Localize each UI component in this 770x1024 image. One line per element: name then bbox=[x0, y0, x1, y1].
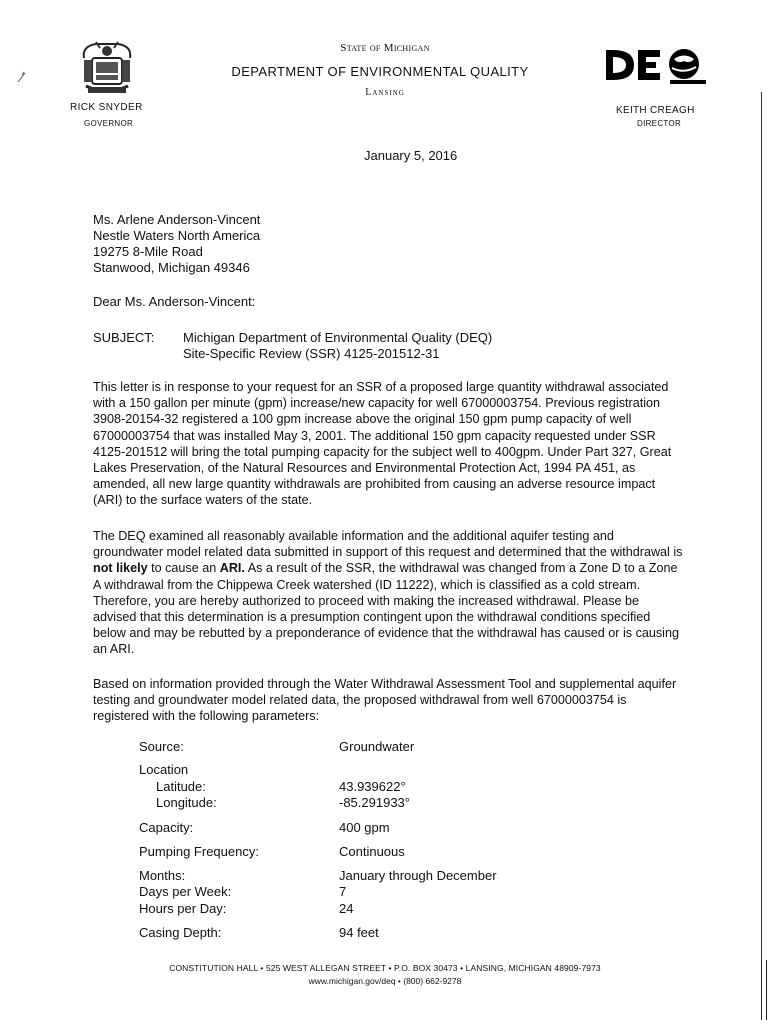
address-line: Stanwood, Michigan 49346 bbox=[93, 260, 250, 275]
address-line: Ms. Arlene Anderson-Vincent bbox=[93, 212, 261, 227]
paragraph-2-text: to cause an bbox=[147, 561, 220, 576]
address-line: 19275 8-Mile Road bbox=[93, 244, 203, 259]
subject-line: Michigan Department of Environmental Quality (DEQ) bbox=[183, 330, 493, 345]
paragraph-2 bbox=[93, 528, 683, 658]
param-value-latitude: 43.939622° bbox=[339, 779, 406, 794]
salutation: Dear Ms. Anderson-Vincent: bbox=[93, 294, 256, 309]
param-label-latitude: Latitude: bbox=[156, 779, 206, 794]
param-label-frequency: Pumping Frequency: bbox=[139, 844, 259, 859]
footer-address: CONSTITUTION HALL • 525 WEST ALLEGAN STREET • P.O. BOX 30473 • LANSING, MICHIGAN 48909-7973 bbox=[169, 963, 601, 973]
address-line: Nestle Waters North America bbox=[93, 228, 261, 243]
subject-text bbox=[183, 330, 492, 362]
department-title: DEPARTMENT OF ENVIRONMENTAL QUALITY bbox=[231, 64, 529, 79]
letter-date: January 5, 2016 bbox=[364, 148, 458, 163]
subject-label: SUBJECT: bbox=[93, 330, 155, 345]
param-label-longitude: Longitude: bbox=[156, 795, 217, 810]
param-value-casing: 94 feet bbox=[339, 925, 379, 940]
param-label-days: Days per Week: bbox=[139, 884, 232, 899]
state-title: State of Michigan bbox=[340, 42, 430, 54]
governor-name: RICK SNYDER bbox=[70, 102, 143, 113]
param-label-source: Source: bbox=[139, 739, 184, 754]
director-name: KEITH CREAGH bbox=[616, 105, 695, 116]
governor-title: GOVERNOR bbox=[84, 119, 134, 128]
emphasis-not-likely: not likely bbox=[93, 561, 148, 576]
director-title: DIRECTOR bbox=[637, 119, 682, 128]
paragraph-2-text: The DEQ examined all reasonably available information and the additional aquifer testing and groundwater model related data submitted in support of this request and determined that the withdrawal is bbox=[93, 529, 683, 560]
param-value-source: Groundwater bbox=[339, 739, 415, 754]
recipient-address bbox=[93, 212, 260, 276]
paragraph-2-text: As a result of the SSR, the withdrawal was changed from a Zone D to a Zone A withdrawal from the Chippewa Creek watershed (ID 11222), which is classified as a cold stream. Therefore, you are hereby authorized to proceed with making the increased withdrawal. Please be advised that this determination is a presumption contingent upon the withdrawal conditions specified below and may be rebutted by a preponderance of evidence that the withdrawal has caused or is causing an ARI. bbox=[93, 561, 679, 657]
paragraph-3: Based on information provided through the Water Withdrawal Assessment Tool and supplemental aquifer testing and groundwater model related data, the proposed withdrawal from well 67000003754 is registered with the following parameters: bbox=[93, 677, 677, 724]
param-value-longitude: -85.291933° bbox=[339, 795, 410, 810]
param-value-capacity: 400 gpm bbox=[339, 820, 390, 835]
emphasis-ari: ARI. bbox=[219, 561, 245, 576]
param-label-capacity: Capacity: bbox=[139, 820, 194, 835]
param-label-location: Location bbox=[139, 762, 189, 777]
paragraph-1: This letter is in response to your request for an SSR of a proposed large quantity withdrawal associated with a 150 gallon per minute (gpm) increase/new capacity for well 67000003754. Previous registration 3908-20154-32 registered a 100 gpm increase above the original 150 gpm pump capacity of well 67000003754 that was installed May 3, 2001. The additional 150 gpm capacity requested under SSR 4125-201512 will bring the total pumping capacity for the subject well to 400gpm. Under Part 327, Great Lakes Preservation, of the Natural Resources and Environmental Protection Act, 1994 PA 451, as amended, all new large quantity withdrawals are prohibited from causing an adverse resource impact (ARI) to the surface waters of the state. bbox=[93, 380, 672, 508]
param-label-casing: Casing Depth: bbox=[139, 925, 222, 940]
param-value-frequency: Continuous bbox=[339, 844, 405, 859]
param-value-days: 7 bbox=[339, 884, 347, 899]
param-value-months: January through December bbox=[339, 868, 497, 883]
param-value-hours: 24 bbox=[339, 901, 354, 916]
city-title: Lansing bbox=[365, 87, 405, 98]
scan-edge-line bbox=[761, 92, 762, 1020]
footer-contact: www.michigan.gov/deq • (800) 662-9278 bbox=[308, 976, 462, 986]
scan-edge-line bbox=[766, 960, 767, 1020]
subject-line: Site-Specific Review (SSR) 4125-201512-31 bbox=[183, 346, 440, 361]
param-label-months: Months: bbox=[139, 868, 186, 883]
param-label-hours: Hours per Day: bbox=[139, 901, 227, 916]
